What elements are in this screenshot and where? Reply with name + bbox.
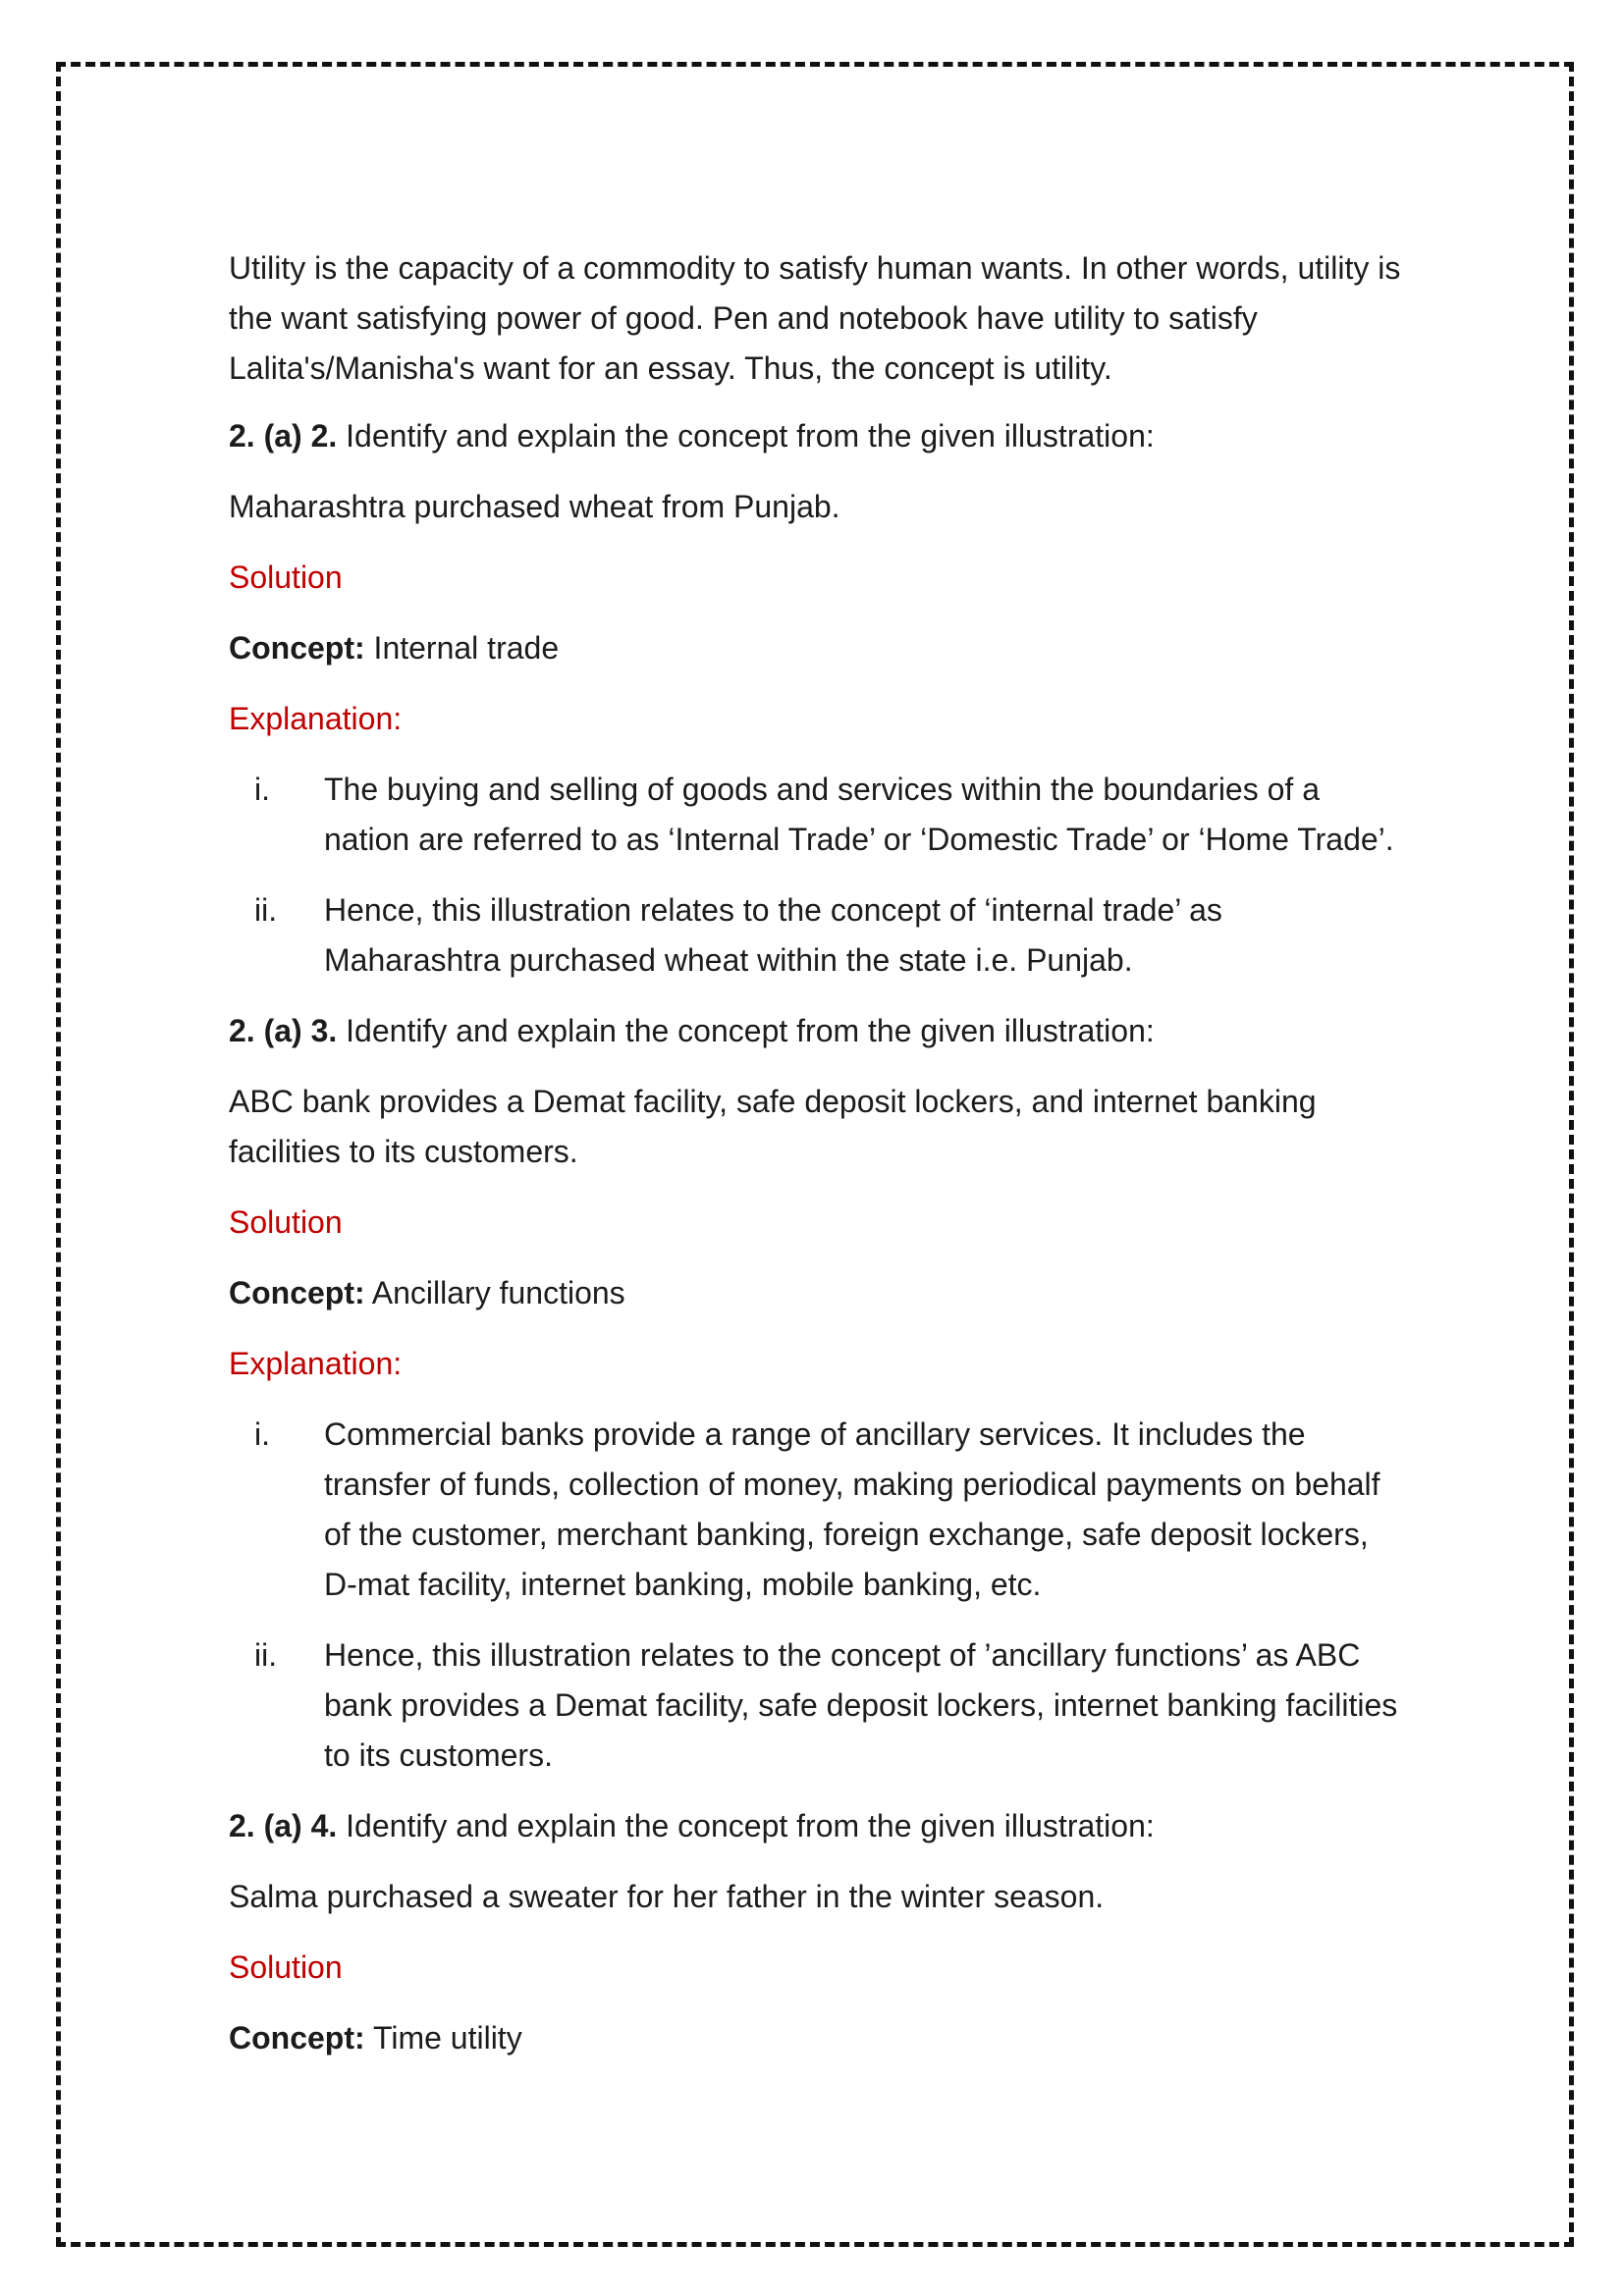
question-prompt: Identify and explain the concept from the given illustration: [346,1808,1155,1843]
list-item-number: i. [254,1416,270,1452]
question-heading [229,1006,1407,1056]
concept-label: Concept: [229,630,365,666]
question-heading [229,411,1407,461]
solution-label: Solution [229,560,343,595]
concept-value: Internal trade [373,630,560,666]
concept-line [229,623,1407,673]
solution-label: Solution [229,1949,343,1985]
document-content [229,243,1407,2084]
explanation-label: Explanation: [229,701,403,736]
list-item-text: Commercial banks provide a range of ancillary services. It includes the transfer of funds, collection of money, making periodical payments on behalf of the customer, merchant banking, foreign exchange, safe deposit lockers, D-mat facility, internet banking, mobile banking, etc. [324,1416,1380,1602]
explanation-label: Explanation: [229,1346,403,1381]
concept-line [229,2013,1407,2063]
list-item [229,1630,1407,1781]
illustration-text: Salma purchased a sweater for her father in the winter season. [229,1879,1105,1914]
list-item [229,885,1407,986]
list-item-number: ii. [254,1637,278,1673]
concept-label: Concept: [229,2020,365,2056]
list-item-number: i. [254,772,270,807]
intro-paragraph: Utility is the capacity of a commodity to satisfy human wants. In other words, utility is the want satisfying power of good. Pen and notebook have utility to satisfy Lalita's/Manisha's want for an essay. Thus, the concept is utility. [229,250,1401,386]
question-number: 2. (a) 2. [229,418,338,454]
list-item-text: Hence, this illustration relates to the concept of ‘internal trade’ as Maharashtra purchased wheat within the state i.e. Punjab. [324,892,1222,978]
list-item-text: Hence, this illustration relates to the concept of ’ancillary functions’ as ABC bank provides a Demat facility, safe deposit lockers, internet banking facilities to its customers. [324,1637,1398,1773]
explanation-list [229,765,1407,986]
list-item-number: ii. [254,892,278,928]
question-heading [229,1801,1407,1851]
question-prompt: Identify and explain the concept from the given illustration: [346,418,1155,454]
concept-line [229,1268,1407,1318]
list-item-text: The buying and selling of goods and services within the boundaries of a nation are referred to as ‘Internal Trade’ or ‘Domestic Trade’ or ‘Home Trade’. [324,772,1394,857]
question-number: 2. (a) 3. [229,1013,338,1048]
explanation-list [229,1410,1407,1781]
question-prompt: Identify and explain the concept from the given illustration: [346,1013,1155,1048]
list-item [229,765,1407,865]
concept-value: Time utility [372,2020,522,2056]
concept-value: Ancillary functions [371,1275,625,1310]
illustration-text: Maharashtra purchased wheat from Punjab. [229,489,840,524]
concept-label: Concept: [229,1275,365,1310]
illustration-text: ABC bank provides a Demat facility, safe deposit lockers, and internet banking facilities to its customers. [229,1084,1317,1169]
solution-label: Solution [229,1204,343,1240]
question-number: 2. (a) 4. [229,1808,338,1843]
list-item [229,1410,1407,1610]
